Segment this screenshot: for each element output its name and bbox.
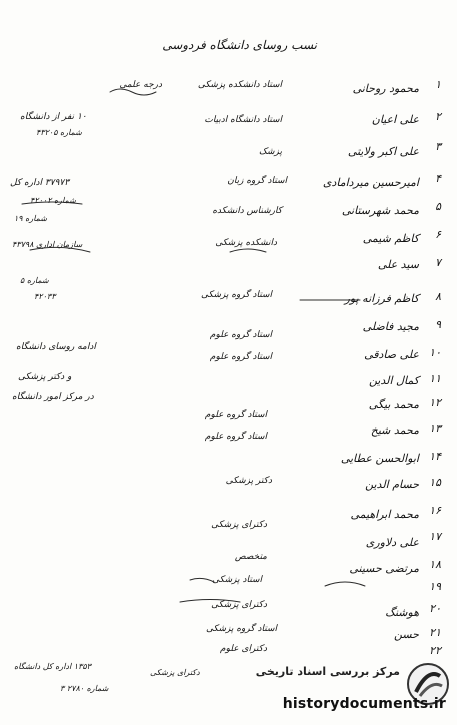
entry-number: ۱۰ [429,346,441,359]
document-header-title: نسب روسای دانشگاه فردوسی [162,38,317,52]
entry-name: محمود روحانی [352,82,419,95]
entry-number: ۸ [435,290,441,303]
entry-role: دکتر پزشکی [225,476,272,486]
entry-role: استاد گروه علوم [209,352,272,362]
entry-number: ۱۴ [429,450,441,463]
entry-role: استاد دانشگاه ادبیات [204,115,282,125]
entry-number: ۱ [435,78,441,91]
left-note: سازمان اداری ۴۳۷۹۸ [12,240,83,249]
entry-number: ۷ [435,256,441,269]
entry-name: هوشنگ [385,606,419,619]
entry-name: محمد شیخ [370,424,419,437]
entry-name: امیرحسین میردامادی [322,176,419,189]
entry-number: ۱۵ [429,476,441,489]
bottom-note: شماره ۲۷۸۰ ۳ [60,684,109,693]
entry-number: ۹ [435,318,441,331]
entry-role: دکترای علوم [220,644,267,654]
entry-role: کارشناس دانشکده [212,206,282,216]
left-note: ادامه روسای دانشگاه [16,342,96,352]
bottom-note: دکترای پزشکی [150,668,200,677]
entry-role: دکترای پزشکی [211,600,267,610]
entry-name: کاظم شیمی [362,232,419,245]
entry-number: ۲۲ [429,644,441,657]
left-note: در مرکز امور دانشگاه [12,392,94,402]
entry-role: استاد گروه علوم [209,330,272,340]
entry-number: ۳ [435,140,441,153]
entry-number: ۶ [435,228,441,241]
column-header: درجه علمی [119,80,162,90]
entry-number: ۱۸ [429,558,441,571]
entry-name: حسن [394,628,419,641]
entry-number: ۲۱ [429,626,441,639]
entry-name: محمد ابراهیمی [350,508,419,521]
entry-number: ۱۹ [429,580,441,593]
left-note: و دکتر پزشکی [18,372,72,382]
entry-number: ۲ [435,110,441,123]
entry-number: ۱۲ [429,396,441,409]
entry-number: ۱۷ [429,530,441,543]
entry-name: ابوالحسن عطایی [340,452,419,465]
left-note: شماره ۱۹ [14,214,47,223]
entry-name: محمد شهرستانی [341,204,419,217]
entry-role: پزشک [258,147,282,157]
entry-role: استاد گروه علوم [204,410,267,420]
watermark-title: مرکز بررسی اسناد تاریخی [255,665,400,678]
entry-role: استاد گروه زبان [227,176,287,186]
entry-number: ۴ [435,172,441,185]
entry-number: ۵ [435,200,441,213]
entry-role: استاد گروه علوم [204,432,267,442]
left-note: ۳۷۹۷۳ اداره کل [10,178,70,188]
entry-number: ۱۱ [429,372,441,385]
entry-name: علی اکبر ولایتی [347,145,419,158]
watermark-url: historydocuments.ir [282,696,446,712]
entry-name: کمال الدین [368,374,419,387]
entry-role: متخصص [234,552,267,562]
left-note: شماره ۴۳۲۰۵ [36,128,82,137]
entry-number: ۱۳ [429,422,441,435]
entry-role: استاد گروه پزشکی [205,624,277,634]
entry-role: دانشکده پزشکی [215,238,277,248]
entry-name: مرتضی حسینی [349,562,419,575]
watermark [255,662,452,722]
left-note: شماره ۵ [20,276,49,285]
entry-role: استاد پزشکی [212,575,262,585]
entry-name: علی دلاوری [365,536,419,549]
entry-role: دکترای پزشکی [211,520,267,530]
entry-role: استاد گروه پزشکی [200,290,272,300]
left-note: شماره ۴۲۰۰۲ [30,196,76,205]
left-note: ۱۰ نفر از دانشگاه [20,112,87,122]
entry-role: استاد دانشکده پزشکی [197,80,282,90]
entry-name: سید علی [377,258,419,271]
entry-name: کاظم فرزانه پور [344,292,419,305]
entry-number: ۲۰ [429,602,441,615]
entry-name: مجید فاضلی [362,320,419,333]
left-note: ۴۲۰۳۳ [34,292,56,301]
entry-name: علی اعیان [371,113,419,126]
bottom-note: ۱۳۵۳ اداره کل دانشگاه [14,662,91,671]
entry-name: حسام الدین [365,478,419,491]
entry-name: علی صادقی [364,348,419,361]
entry-number: ۱۶ [429,504,441,517]
entry-name: محمد بیگی [368,398,419,411]
